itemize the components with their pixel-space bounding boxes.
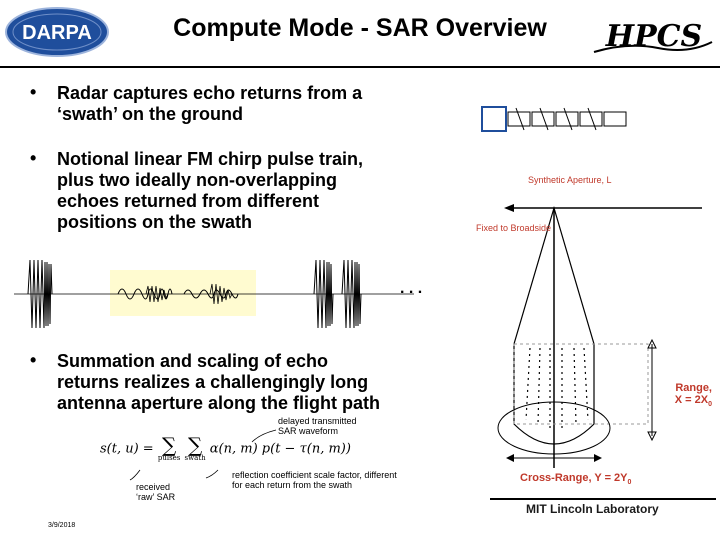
- received-label-line-2: ‘raw’ SAR: [136, 492, 176, 502]
- bullet-1-dot: •: [30, 82, 37, 102]
- delayed-label-line-2: SAR waveform: [278, 426, 339, 436]
- bullet-2-line-3: echoes returned from different: [57, 191, 320, 211]
- header-divider: [0, 66, 720, 68]
- sar-equation: s(t, u) = ∑ pulses ∑ swath α(n, m) p(t − τ(n, m)): [100, 433, 351, 462]
- bullet-3-line-1: Summation and scaling of echo: [57, 351, 329, 371]
- reflection-label-line-2: for each return from the swath: [232, 480, 353, 490]
- bullet-3-text: [57, 351, 457, 414]
- sar-geometry-diagram: [470, 168, 720, 488]
- equation-lhs: s(t, u) =: [100, 441, 154, 457]
- footer-date: 3/9/2018: [48, 522, 76, 529]
- range-label: [656, 382, 712, 408]
- chirp-waveform: [14, 250, 434, 340]
- bullet-1-line-2: ‘swath’ on the ground: [57, 104, 243, 124]
- equation-rhs: α(n, m) p(t − τ(n, m)): [209, 441, 351, 457]
- received-label-line-1: received: [136, 482, 171, 492]
- bullet-1-line-1: Radar captures echo returns from a: [57, 83, 363, 103]
- pulse-train-blocks: [480, 104, 640, 134]
- footer-lab: MIT Lincoln Laboratory: [526, 502, 659, 516]
- bullet-3-line-3: antenna aperture along the flight path: [57, 393, 381, 413]
- footer-divider: [490, 498, 716, 500]
- range-subscript: 0: [708, 401, 712, 409]
- bullet-2-text: [57, 149, 457, 233]
- equation-sum-pulses: pulses: [157, 454, 181, 462]
- bullet-2-line-2: plus two ideally non-overlapping: [57, 170, 338, 190]
- cross-range-label: Cross-Range, $Y = 2Y_0$: [520, 472, 632, 487]
- bullet-3-dot: •: [30, 350, 37, 370]
- synthetic-aperture-label: Synthetic Aperture, L: [528, 175, 612, 185]
- bullet-2-line-1: Notional linear FM chirp pulse train,: [57, 149, 364, 169]
- bullet-2-dot: •: [30, 148, 37, 168]
- darpa-logo-text: DARPA: [22, 22, 92, 44]
- hpcs-logo-text: HPCS: [605, 19, 703, 54]
- cross-range-subscript: 0: [627, 479, 632, 487]
- fixed-broadside-label: Fixed to Broadside: [476, 223, 552, 233]
- delayed-label-line-1: delayed transmitted: [278, 416, 357, 426]
- hpcs-logo: [588, 12, 716, 64]
- bullet-1-text: [57, 83, 457, 125]
- range-label-line-2: $X = 2X_0$: [674, 394, 712, 409]
- equation-sum-swath: swath: [184, 454, 206, 462]
- range-label-line-1: Range,: [675, 382, 712, 394]
- page-title: Compute Mode - SAR Overview: [173, 14, 547, 42]
- bullet-3-line-2: returns realizes a challengingly long: [57, 372, 369, 392]
- reflection-coefficient-label: [232, 470, 397, 490]
- received-raw-sar-label: [136, 482, 175, 502]
- bullet-2-line-4: positions on the swath: [57, 212, 253, 232]
- waveform-ellipsis: . . .: [400, 280, 423, 297]
- reflection-label-line-1: reflection coefficient scale factor, different: [232, 470, 397, 480]
